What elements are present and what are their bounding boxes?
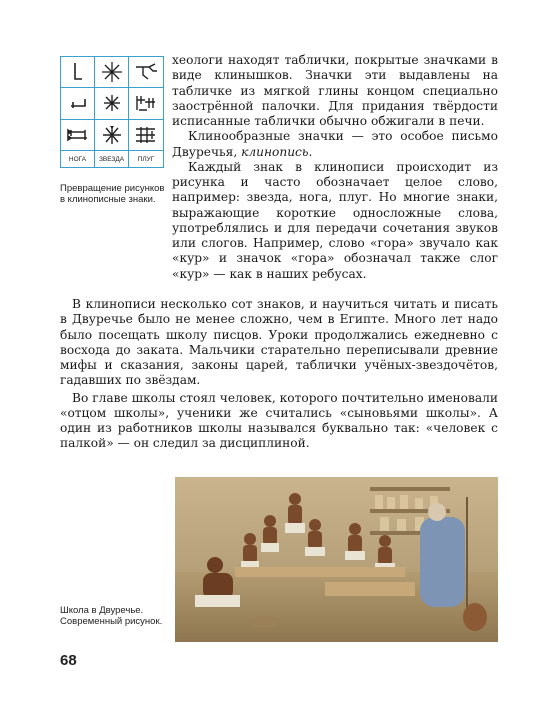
plough-pictogram xyxy=(129,57,163,88)
figure-caption: Превращение рисунков в клинописные знаки. xyxy=(60,183,165,205)
plough-cuneiform-sign xyxy=(129,120,163,151)
foot-cuneiform-sign xyxy=(61,120,95,151)
text-column-top xyxy=(172,53,498,282)
cuneiform-figure xyxy=(60,56,164,168)
painting-caption: Школа в Двуречье. Современный рисунок. xyxy=(60,605,163,627)
star-pictogram xyxy=(95,57,129,88)
star-cuneiform-sign xyxy=(95,120,129,151)
star-transitional-sign xyxy=(95,88,129,119)
paragraph-1: хеологи находят таблички, покрытые значками в виде клинышков. Значки эти выдавлены на табличке из мягкой глины концом специально заострённой палочки. Для придания твёрдости исписанные таблички обычно обжигали в печи. xyxy=(172,53,498,128)
figure-label-star: ЗВЕЗДА xyxy=(95,151,129,167)
paragraph-5: Во главе школы стоял человек, которого почтительно именовали «отцом школы», ученики же считались «сыновьями школы». А один из работников школы назывался буквально так: «человек с палкой» — он следил за дисциплиной. xyxy=(60,390,498,451)
foot-pictogram xyxy=(61,57,95,88)
school-painting xyxy=(175,477,498,642)
paragraph-3: Каждый знак в клинописи происходит из рисунка и часто обозначает целое слово, например: звезда, нога, плуг. Но многие знаки, выражающие короткие односложные слова, употреблялись и для передачи сочетания звуков или слогов. Например, слово «гора» звучало как «кур» и значок «гора» обозначал также слог «кур» — как в наших ребусах. xyxy=(172,159,498,281)
paragraph-2 xyxy=(172,129,498,160)
text-column-full xyxy=(60,297,498,452)
paragraph-2-text: Клинообразные значки — это особое письмо Двуречья, xyxy=(172,129,498,159)
plough-transitional-sign xyxy=(129,88,163,119)
figure-label-foot: НОГА xyxy=(61,151,95,167)
foot-transitional-sign xyxy=(61,88,95,119)
page-number: 68 xyxy=(60,652,77,669)
figure-label-plough: ПЛУГ xyxy=(137,155,155,163)
term-cuneiform: клинопись. xyxy=(241,144,313,159)
paragraph-4: В клинописи несколько сот знаков, и научиться читать и писать в Двуречье было не менее сложно, чем в Египте. Много лет надо было посещать школу писцов. Уроки продолжались ежедневно с восхода до заката. Мальчики старательно переписывали древние мифы и сказания, законы царей, таблички учёных-звездочётов, гадавших по звёздам. xyxy=(60,297,498,388)
school-painting-image xyxy=(175,477,498,642)
